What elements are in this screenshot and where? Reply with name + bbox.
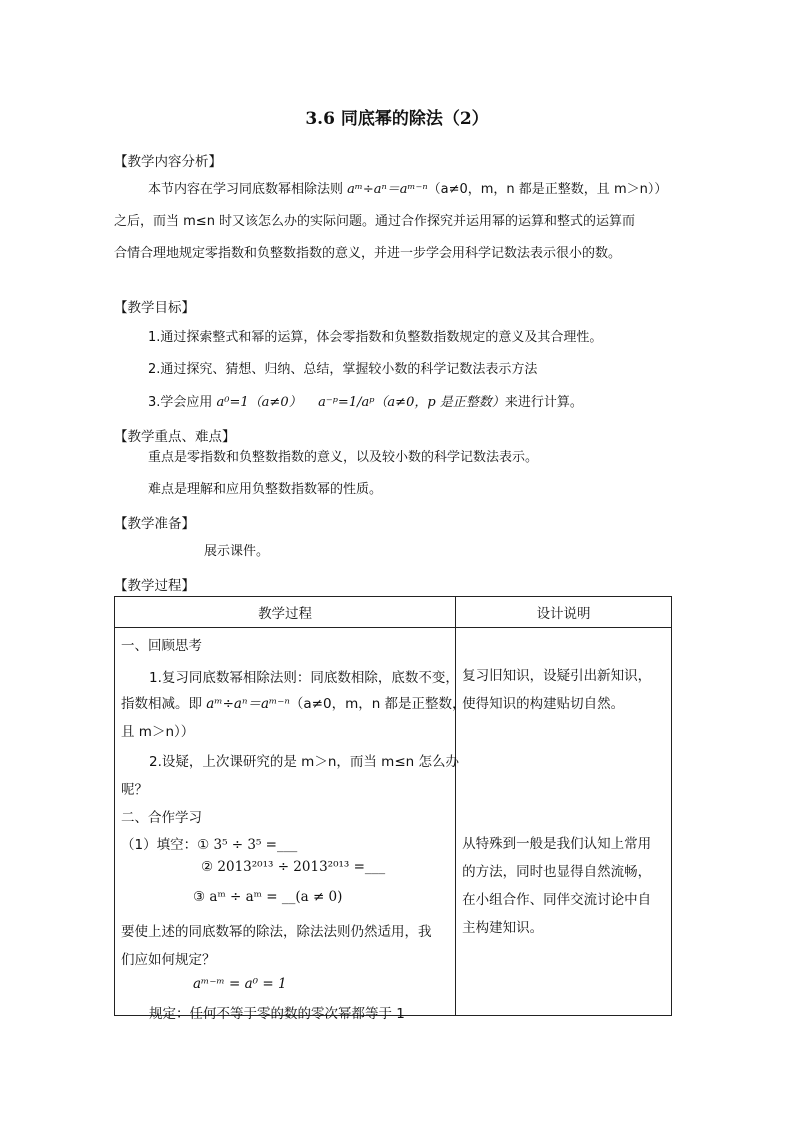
goal-item-3-pre: 3.学会应用 xyxy=(148,395,217,410)
fill-blank-3 xyxy=(193,889,342,905)
header-design-notes: 设计说明 xyxy=(456,597,672,628)
goal-item-3 xyxy=(148,393,583,413)
process-line-3-post: （a≠0，m，n 都是正整数， xyxy=(289,696,466,712)
division-rule-formula: aᵐ÷aⁿ＝aᵐ⁻ⁿ xyxy=(347,182,428,197)
analysis-line-2: 之后，而当 m≤n 时又该怎么办的实际问题。通过合作探究并运用幂的运算和整式的运算而 xyxy=(114,214,636,229)
table-header-row xyxy=(115,597,672,628)
fill-blank-1 xyxy=(121,833,297,853)
fill-blank-2 xyxy=(201,859,385,875)
fill-blank-3-math: aᵐ ÷ aᵐ = __(a ≠ 0) xyxy=(209,889,343,905)
fill-blank-2-math: 2013²⁰¹³ ÷ 2013²⁰¹³ =___ xyxy=(217,859,386,875)
review-rule-formula: aᵐ÷aⁿ＝aᵐ⁻ⁿ xyxy=(206,696,290,712)
design-note-line-3: 从特殊到一般是我们认知上常用 xyxy=(462,836,652,852)
negative-exponent-formula: a⁻ᵖ=1/aᵖ（a≠0，p 是正整数） xyxy=(318,395,505,410)
design-note-line-2: 使得知识的构建贴切自然。 xyxy=(462,696,625,712)
process-line-7: 二、合作学习 xyxy=(121,810,202,826)
analysis-heading: 【教学内容分析】 xyxy=(114,154,222,170)
fill-blank-3-label: ③ xyxy=(193,889,210,905)
design-note-line-5: 在小组合作、同伴交流讨论中自 xyxy=(462,892,652,908)
page-title: 3.6 同底幂的除法（2） xyxy=(305,109,489,129)
goals-heading: 【教学目标】 xyxy=(114,300,195,316)
design-note-line-1: 复习旧知识，设疑引出新知识， xyxy=(462,668,652,684)
process-line-11: 要使上述的同底数幂的除法，除法法则仍然适用，我 xyxy=(121,924,432,940)
design-note-line-6: 主构建知识。 xyxy=(462,920,544,936)
preparation-text: 展示课件。 xyxy=(204,544,270,559)
zero-exponent-rule: 规定：任何不等于零的数的零次幂都等于 1 xyxy=(149,1006,405,1022)
analysis-line-1-post: （a≠0，m，n 都是正整数，且 m＞n）） xyxy=(427,182,668,197)
process-cell xyxy=(115,628,466,1022)
process-line-3 xyxy=(121,692,466,712)
goal-item-1: 1.通过探索整式和幂的运算，体会零指数和负整数指数规定的意义及其合理性。 xyxy=(148,330,603,345)
analysis-line-1 xyxy=(148,180,667,200)
teaching-process-table xyxy=(114,596,672,1022)
keypoint-difficulty: 难点是理解和应用负整数指数幂的性质。 xyxy=(148,482,383,497)
fill-blank-2-label: ② xyxy=(201,859,218,875)
table-row xyxy=(115,628,672,1016)
preparation-heading: 【教学准备】 xyxy=(114,516,195,532)
process-line-6: 呢？ xyxy=(121,782,148,798)
keypoint-focus: 重点是零指数和负整数指数的意义，以及较小数的科学记数法表示。 xyxy=(148,450,539,465)
keypoints-heading: 【教学重点、难点】 xyxy=(114,429,236,445)
analysis-line-1-pre: 本节内容在学习同底数幂相除法则 xyxy=(148,182,348,197)
process-line-12: 们应如何规定？ xyxy=(121,952,216,968)
header-process: 教学过程 xyxy=(115,597,456,628)
process-line-5: 2.设疑，上次课研究的是 m＞n，而当 m≤n 怎么办 xyxy=(149,754,459,770)
process-line-1: 一、回顾思考 xyxy=(121,638,202,654)
process-line-3-pre: 指数相减。即 xyxy=(121,696,207,712)
process-line-4: 且 m＞n）） xyxy=(121,724,195,740)
fill-blank-1-math: 3⁵ ÷ 3⁵ =___ xyxy=(213,837,298,853)
analysis-line-3: 合情合理地规定零指数和负整数指数的意义，并进一步学会用科学记数法表示很小的数。 xyxy=(114,246,622,261)
design-note-line-4: 的方法，同时也显得自然流畅， xyxy=(462,864,652,880)
design-notes-cell xyxy=(456,628,672,1016)
zero-exponent-derivation: aᵐ⁻ᵐ = a⁰ = 1 xyxy=(193,976,287,992)
process-line-2: 1.复习同底数幂相除法则：同底数相除，底数不变， xyxy=(149,670,459,686)
goal-item-2: 2.通过探究、猜想、归纳、总结，掌握较小数的科学记数法表示方法 xyxy=(148,362,538,377)
fill-blank-1-label: （1）填空：① xyxy=(121,837,214,853)
zero-exponent-formula: a⁰=1（a≠0） xyxy=(216,395,302,410)
process-heading: 【教学过程】 xyxy=(114,578,195,594)
goal-item-3-post: 来进行计算。 xyxy=(504,395,583,410)
